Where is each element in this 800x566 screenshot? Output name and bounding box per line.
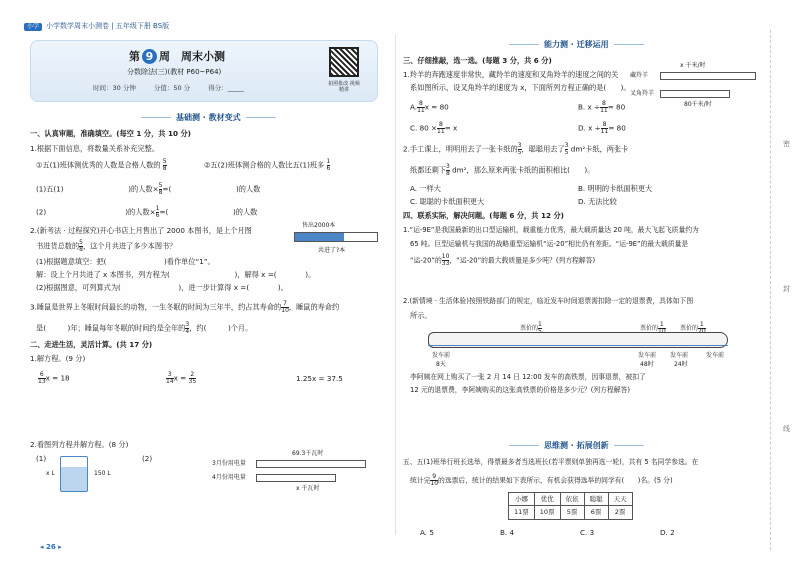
table-cell: 聪聪 <box>584 493 608 506</box>
question-4-1: 1.“运-9E”是我国最新的出口型运输机，载重能力优秀，最大载质量达 20 吨，最大飞起飞质量约为 <box>403 226 699 234</box>
q7-option-a[interactable]: A. 一样大 <box>410 184 441 193</box>
q10-option-c[interactable]: C. 3 <box>580 528 595 537</box>
q2-line2: 书进货总数的 $\frac{5}{8}$ ，这个月共进了多少本图书？ <box>36 239 177 253</box>
title-banner <box>30 40 378 102</box>
q2-sold-label: 售出2000本 <box>302 222 336 229</box>
timeline-depart-2: 发车前 <box>638 352 657 359</box>
q1-info-b: ②五(2)班体测合格的人数比五(1)班多 $\frac{1}{6}$ <box>204 158 331 172</box>
timeline-8-days: 8天 <box>436 361 446 368</box>
series-header <box>24 22 169 31</box>
part1-heading: 一、认真审题，准确填空。(每空 1 分，共 10 分) <box>30 129 191 138</box>
table-cell: 天天 <box>608 493 632 506</box>
q9-line2: 所示。 <box>410 311 432 320</box>
equation-3: 1.25x = 37.5 <box>296 374 343 383</box>
qr-caption: 拍照批改 视频精讲 <box>328 81 360 93</box>
table-cell: 6票 <box>584 506 608 519</box>
refund-fee-2: 票价的 1 <box>640 321 664 332</box>
q7-line2: 纸都还剩下 $\frac{3}{8}$ dm²，那么原来两张卡纸的面积相比( )。 <box>410 163 595 177</box>
q8-line2: 65 吨。巨型运输机与我国的战略重型运输机“运-20”相比仍有差距。“运-9E”的最大载质量是 <box>410 240 689 248</box>
bar-march-label: 3月份用电量 <box>212 460 246 467</box>
q7-option-c[interactable]: C. 聪聪的卡纸面积更大 <box>410 197 485 206</box>
question-3-1: 1.羚羊的奔跑速度非常快，藏羚羊的速度和叉角羚羊的速度之间的关 <box>403 70 619 79</box>
total-score: 分值：50 分 <box>153 84 191 92</box>
q10-line2: 统计完 $\frac{9}{10}$ 的选票后，统计的结果如下表所示，有机会获得选举的同学有( )名。(5 分) <box>410 473 673 487</box>
column-divider <box>395 35 396 535</box>
timeline-depart-3: 发车前 <box>670 352 689 359</box>
tibetan-antelope-bar <box>660 72 756 80</box>
binding-line <box>770 30 771 550</box>
section-basic: 基础测 · 教材变式 <box>136 113 281 123</box>
banner-subtitle: 分数除法(三)(教材 P60~P64) <box>127 68 222 76</box>
bottle-x-label: x L <box>46 470 55 477</box>
pronghorn-label: 叉角羚羊 <box>630 90 655 97</box>
bottle-150-label: 150 L <box>94 470 111 477</box>
question-4-2: 2.(新情境 · 生活体验)按照铁路部门的规定，临近发车时间退票需扣除一定的退票费，具体如下图 <box>403 297 694 305</box>
q5-part2-label: (2) <box>142 454 153 463</box>
option-a[interactable]: A. $\frac{8}{11}$ x = 80 <box>410 100 449 114</box>
question-1-1: 1.根据下面信息，将数量关系补充完整。 <box>30 144 160 153</box>
question-5: 五、五(1)班举行班长选举，得票最多者当选班长(若平票则单独再选一轮)，共有 5 名同学参选。在 <box>403 458 699 466</box>
table-cell: 11票 <box>509 506 535 519</box>
table-cell: 依依 <box>560 493 584 506</box>
table-cell: 小娜 <box>509 493 535 506</box>
q7-option-b[interactable]: B. 明明的卡纸面积更大 <box>578 184 653 193</box>
q5-part1-label: (1) <box>36 454 47 463</box>
qr-code-icon[interactable] <box>329 47 359 77</box>
option-b[interactable]: B. x ÷ $\frac{8}{11}$ = 80 <box>578 100 626 114</box>
water-bottle-icon <box>60 456 88 492</box>
series-title: 小学数学周末小测卷 | 五年级下册 BS版 <box>46 22 170 30</box>
q3-line2[interactable]: 是( )年；睡鼠每年冬眠的时间约是全年的 $\frac{3}{4}$ ，约( )个月。 <box>36 321 253 335</box>
train-stripe <box>428 345 728 346</box>
q2-sub2[interactable]: (2)根据图意，可列算式为( )，进一步计算得 x =( )。 <box>36 283 288 292</box>
option-d[interactable]: D. x ÷ $\frac{8}{11}$ = 80 <box>578 121 626 135</box>
tibetan-antelope-label: 藏羚羊 <box>630 72 649 79</box>
q2-total-bar <box>294 232 378 242</box>
q9-line3: 李阿姨在网上购买了一张 2 月 14 日 12:00 发车的高铁票，因事退票，被扣了 <box>410 373 646 381</box>
week-title: 第 9 周 周末小测 <box>129 50 225 63</box>
score-field: 得分：_____ <box>208 84 244 92</box>
timeline-depart-1: 发车前 <box>432 352 451 359</box>
q6-line2: 系如图所示，设叉角羚羊的速度为 x，下面所列方程正确的是( )。 <box>410 83 631 92</box>
antelope-speed-label: x 千米/时 <box>680 62 706 69</box>
vote-table-row <box>509 506 633 519</box>
bar-march <box>256 460 366 468</box>
vote-table <box>508 492 633 520</box>
equation-2: $\frac{3}{14}$ x = $\frac{2}{35}$ <box>166 371 197 385</box>
q10-option-a[interactable]: A. 5 <box>420 528 434 537</box>
bar-x-label: x 千瓦时 <box>296 485 320 492</box>
pronghorn-bar <box>660 90 730 98</box>
timeline-48h: 48时 <box>640 361 654 368</box>
q10-option-b[interactable]: B. 4 <box>500 528 515 537</box>
test-meta <box>93 84 262 92</box>
binding-label-seal: 密 <box>783 140 790 148</box>
option-c[interactable]: C. 80 × $\frac{8}{11}$ = x <box>410 121 458 135</box>
q7-option-d[interactable]: D. 无法比较 <box>578 197 617 206</box>
table-cell: 10票 <box>534 506 560 519</box>
q10-option-d[interactable]: D. 2 <box>660 528 675 537</box>
q1-blank-1[interactable]: (1)五(1) )的人数× $\frac{5}{8}$ =( )的人数 <box>36 182 261 196</box>
equation-1: $\frac{6}{13}$ x = 18 <box>38 371 70 385</box>
vote-table-header <box>509 493 633 506</box>
q8-line3: “运-20”的 $\frac{10}{33}$ ，“运-20”的最大载质量是多少吨？(列方程解答) <box>410 253 596 267</box>
question-1-3: 3.睡鼠是世界上冬眠时间最长的动物，一生冬眠的时间为三年半，约占其寿命的 $\frac{7}{10}$ ，睡鼠的寿命约 <box>30 300 340 314</box>
question-1-2: 2.(新考法 · 过程探究)开心书店上月售出了 2000 本图书，是上个月图 <box>30 226 252 235</box>
bar-april-label: 4月份用电量 <box>212 474 246 481</box>
timeline-depart-4: 发车前 <box>706 352 725 359</box>
question-2-1: 1.解方程。(9 分) <box>30 354 86 363</box>
page-number: ◂ 26 ▸ <box>40 543 62 551</box>
q2-sub1[interactable]: (1)根据题意填空：把( )看作单位“1”。 <box>36 257 215 266</box>
timeline-24h: 24时 <box>674 361 688 368</box>
refund-fee-3: 票价的 1 <box>680 321 704 332</box>
q2-sub1-eq[interactable]: 解：设上个月共进了 x 本图书，列方程为( )，解得 x =( )。 <box>36 270 316 279</box>
time-limit: 时间：30 分钟 <box>93 84 136 92</box>
q1-info-a: ①五(1)班体测优秀的人数是合格人数的 $\frac{5}{8}$ <box>36 158 167 172</box>
pronghorn-speed-label: 80千米/时 <box>684 101 712 108</box>
part4-heading: 四、联系实际，解决问题。(每题 6 分，共 12 分) <box>403 211 564 220</box>
question-3-2: 2.手工课上，明明用去了一张卡纸的 $\frac{3}{5}$ ，聪聪用去了 $\frac{3}{5}$ dm²卡纸，两张卡 <box>403 142 629 156</box>
part2-heading: 二、走进生活，灵活计算。(共 17 分) <box>30 340 153 349</box>
q2-total-label: 共进了?本 <box>318 247 346 254</box>
week-number: 9 <box>142 49 157 64</box>
section-thinking: 思维测 · 拓展创新 <box>504 441 649 451</box>
refund-fee-1: 票价的 1 <box>520 321 542 332</box>
bar-april <box>256 474 336 482</box>
q1-blank-2[interactable]: (2) )的人数× $\frac{1}{6}$ =( )的人数 <box>36 205 258 219</box>
q9-line4: 12 元的退票费，李阿姨购买的这张高铁票的价格是多少元？(列方程解答) <box>410 386 631 394</box>
table-cell: 优优 <box>534 493 560 506</box>
part3-heading: 三、仔细推敲，选一选。(每题 3 分，共 6 分) <box>403 56 552 65</box>
binding-label-line: 线 <box>783 425 790 433</box>
table-cell: 2票 <box>608 506 632 519</box>
section-ability: 能力测 · 迁移运用 <box>504 40 649 50</box>
question-2-2: 2.看图列方程并解方程。(8 分) <box>30 440 129 449</box>
table-cell: 5票 <box>560 506 584 519</box>
series-tag: 小学 <box>24 23 42 31</box>
binding-label-closed: 封 <box>783 285 790 293</box>
bar-value-label: 69.3千瓦时 <box>292 450 324 457</box>
